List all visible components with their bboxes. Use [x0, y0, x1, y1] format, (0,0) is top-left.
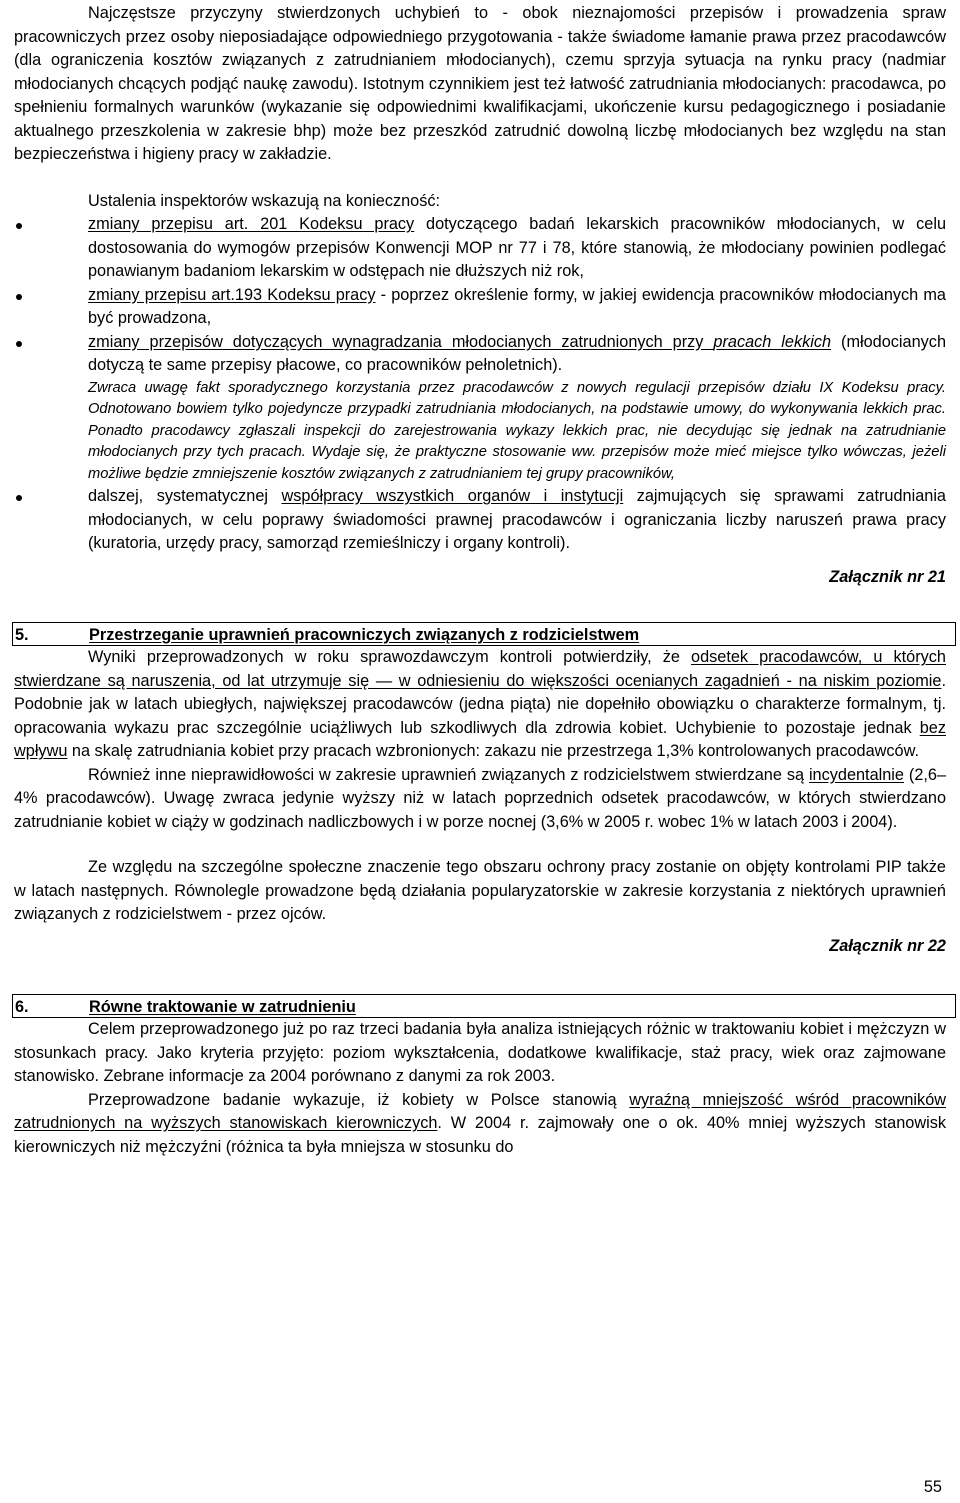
- paragraph-text: Również inne nieprawidłowości w zakresie uprawnień związanych z rodzicielstwem stwierdzane są: [88, 765, 809, 784]
- list-item: [14, 213, 946, 284]
- paragraph: Ze względu na szczególne społeczne znaczenie tego obszaru ochrony pracy zostanie on objęty kontrolami PIP także w latach następnych. Równolegle prowadzone będą działania popularyzatorskie w zakresie korzystania z niektórych uprawnień związanych z rodzicielstwem - przez ojców.: [14, 858, 946, 923]
- underlined-text: zmiany przepisów dotyczących wynagradzania młodocianych zatrudnionych przy: [88, 332, 714, 351]
- paragraph-text: Przeprowadzone badanie wykazuje, iż kobiety w Polsce stanowią: [88, 1090, 630, 1109]
- attachment-reference: Załącznik nr 22: [829, 936, 946, 955]
- section-title: Przestrzeganie uprawnień pracowniczych związanych z rodzicielstwem: [89, 626, 640, 644]
- underlined-text: wyraźną mniejszość wśród pracowników zatrudnionych na wyższych stanowiskach kierowniczych: [14, 1090, 947, 1132]
- bullet-icon: [16, 223, 22, 229]
- recommendations-list: [14, 213, 946, 378]
- section-number: 6.: [15, 998, 29, 1016]
- list-item-text: zajmujących się sprawami zatrudniania młodocianych, w celu poprawy świadomości prawnej pracodawców i ograniczania liczby naruszeń prawa pracy (kuratoria, urzędy pracy, samorząd rzemieślniczy i organy kontroli).: [88, 487, 946, 552]
- paragraph: [14, 764, 946, 835]
- attachment-reference: Załącznik nr 21: [829, 567, 946, 586]
- page-number: 55: [923, 1477, 942, 1496]
- underlined-text: bez wpływu: [14, 718, 946, 760]
- list-item: [14, 331, 946, 378]
- paragraph-text: . W 2004 r. zajmowały one o ok. 40% mniej wyższych stanowisk kierowniczych niż mężczyźni (różnica ta była mniejsza w stosunku do: [14, 1114, 946, 1156]
- italic-text: pracach lekkich: [713, 332, 832, 351]
- list-item-text: dotyczącego badań lekarskich pracowników młodocianych, w celu dostosowania do wymogów przepisów Konwencji MOP nr 77 i 78, które stanowią, że młodociany powinien podlegać ponawianym badaniom lekarskim w odstępach nie dłuższych niż rok,: [88, 215, 946, 280]
- list-item-text: dalszej, systematycznej: [88, 487, 282, 505]
- bullet-icon: [16, 341, 22, 347]
- bullet-icon: [16, 495, 22, 501]
- paragraph-text: na skalę zatrudniania kobiet przy pracach wzbronionych: zakazu nie przestrzega 1,3% kontrolowanych pracodawców.: [67, 742, 919, 760]
- section-title: Równe traktowanie w zatrudnieniu: [89, 998, 356, 1016]
- underlined-text: zmiany przepisu art.193 Kodeksu pracy: [88, 285, 376, 304]
- findings-intro: Ustalenia inspektorów wskazują na konieczność:: [88, 191, 441, 210]
- section-heading: [12, 994, 956, 1018]
- paragraph: [14, 646, 946, 764]
- list-item: [14, 284, 946, 331]
- paragraph-causes-text: Najczęstsze przyczyny stwierdzonych uchybień to - obok nieznajomości przepisów i prowadzenia spraw pracowniczych przez osoby nieposiadające odpowiedniego przygotowania - także świadome łamanie prawa przez pracodawców (dla ograniczenia kosztów związanych z zatrudnianiem młodocianych), czemu sprzyja sytuacja na rynku pracy (nadmiar młodocianych chcących podjąć naukę zawodu). Istotnym czynnikiem jest też łatwość zatrudniania młodocianych: pracodawca, po spełnieniu formalnych warunków (wykazanie się odpowiednimi kwalifikacjami, ukończenie kursu pedagogicznego i posiadanie aktualnego przeszkolenia w zakresie bhp) może bez przeszkód zatrudnić dowolną liczbę młodocianych bez względu na stan bezpieczeństwa i higieny pracy w zakładzie.: [14, 4, 946, 163]
- underlined-text: incydentalnie: [808, 765, 904, 784]
- underlined-italic-text: [713, 333, 831, 351]
- italic-note: Zwraca uwagę fakt sporadycznego korzystania przez pracodawców z nowych regulacji przepisów działu IX Kodeksu pracy. Odnotowano bowiem tylko pojedyncze przypadki zatrudniania młodocianych, na podstawie umowy, do wykonywania lekkich prac. Ponadto pracodawcy zgłaszali inspekcji do zarejestrowania wykazy lekkich prac, nie decydując się jednak na zatrudnianie młodocianych przy tych pracach. Wydaje się, że praktyczne stosowanie ww. przepisów może mieć miejsce tylko wówczas, jeżeli możliwe będzie zmniejszenie kosztów związanych z zatrudnianiem tej grupy pracowników,: [88, 379, 946, 482]
- underlined-text: odsetek pracodawców, u których stwierdzane są naruszenia, od lat utrzymuje się — w odniesieniu do większości ocenianych zagadnień - na niskim poziomie: [14, 648, 946, 690]
- document-page: [14, 2, 946, 1159]
- underlined-text: zmiany przepisu art. 201 Kodeksu pracy: [88, 215, 415, 233]
- section-heading: [12, 622, 956, 646]
- recommendations-list-continued: [14, 485, 946, 556]
- section-number: 5.: [15, 626, 29, 644]
- list-item: [14, 485, 946, 556]
- paragraph-text: (2,6–4% pracodawców). Uwagę zwraca jedynie wyższy niż w latach poprzednich odsetek pracodawców, w których stwierdzano zatrudnianie kobiet w ciąży w godzinach nadliczbowych i w porze nocnej (3,6% w 2005 r. wobec 1% w latach 2003 i 2004).: [14, 765, 947, 831]
- paragraph: [14, 1089, 946, 1160]
- bullet-icon: [16, 294, 22, 300]
- list-item-text: - poprzez określenie formy, w jakiej ewidencja pracowników młodocianych ma być prowadzona,: [88, 285, 946, 327]
- paragraph: Celem przeprowadzonego już po raz trzeci badania była analiza istniejących różnic w traktowaniu kobiet i mężczyzn w stosunkach pracy. Jako kryteria przyjęto: poziom wykształcenia, dodatkowe kwalifikacje, staż pracy, wiek oraz zajmowane stanowisko. Zebrane informacje za 2004 porównano z danymi za rok 2003.: [14, 1020, 946, 1085]
- underlined-text: współpracy wszystkich organów i instytucji: [281, 487, 624, 505]
- paragraph-text: Wyniki przeprowadzonych w roku sprawozdawczym kontroli potwierdziły, że: [88, 648, 692, 666]
- paragraph-text: . Podobnie jak w latach ubiegłych, największej pracodawców (jedna piąta) nie dopełniło obowiązku o charakterze formalnym, tj. opracowania wykazu prac szczególnie uciążliwych lub szkodliwych dla zdrowia kobiet. Uchybienie to pozostaje jednak: [14, 671, 946, 737]
- list-item-text: (młodocianych dotyczą te same przepisy płacowe, co pracowników pełnoletnich).: [88, 332, 946, 374]
- paragraph-causes: [14, 2, 946, 167]
